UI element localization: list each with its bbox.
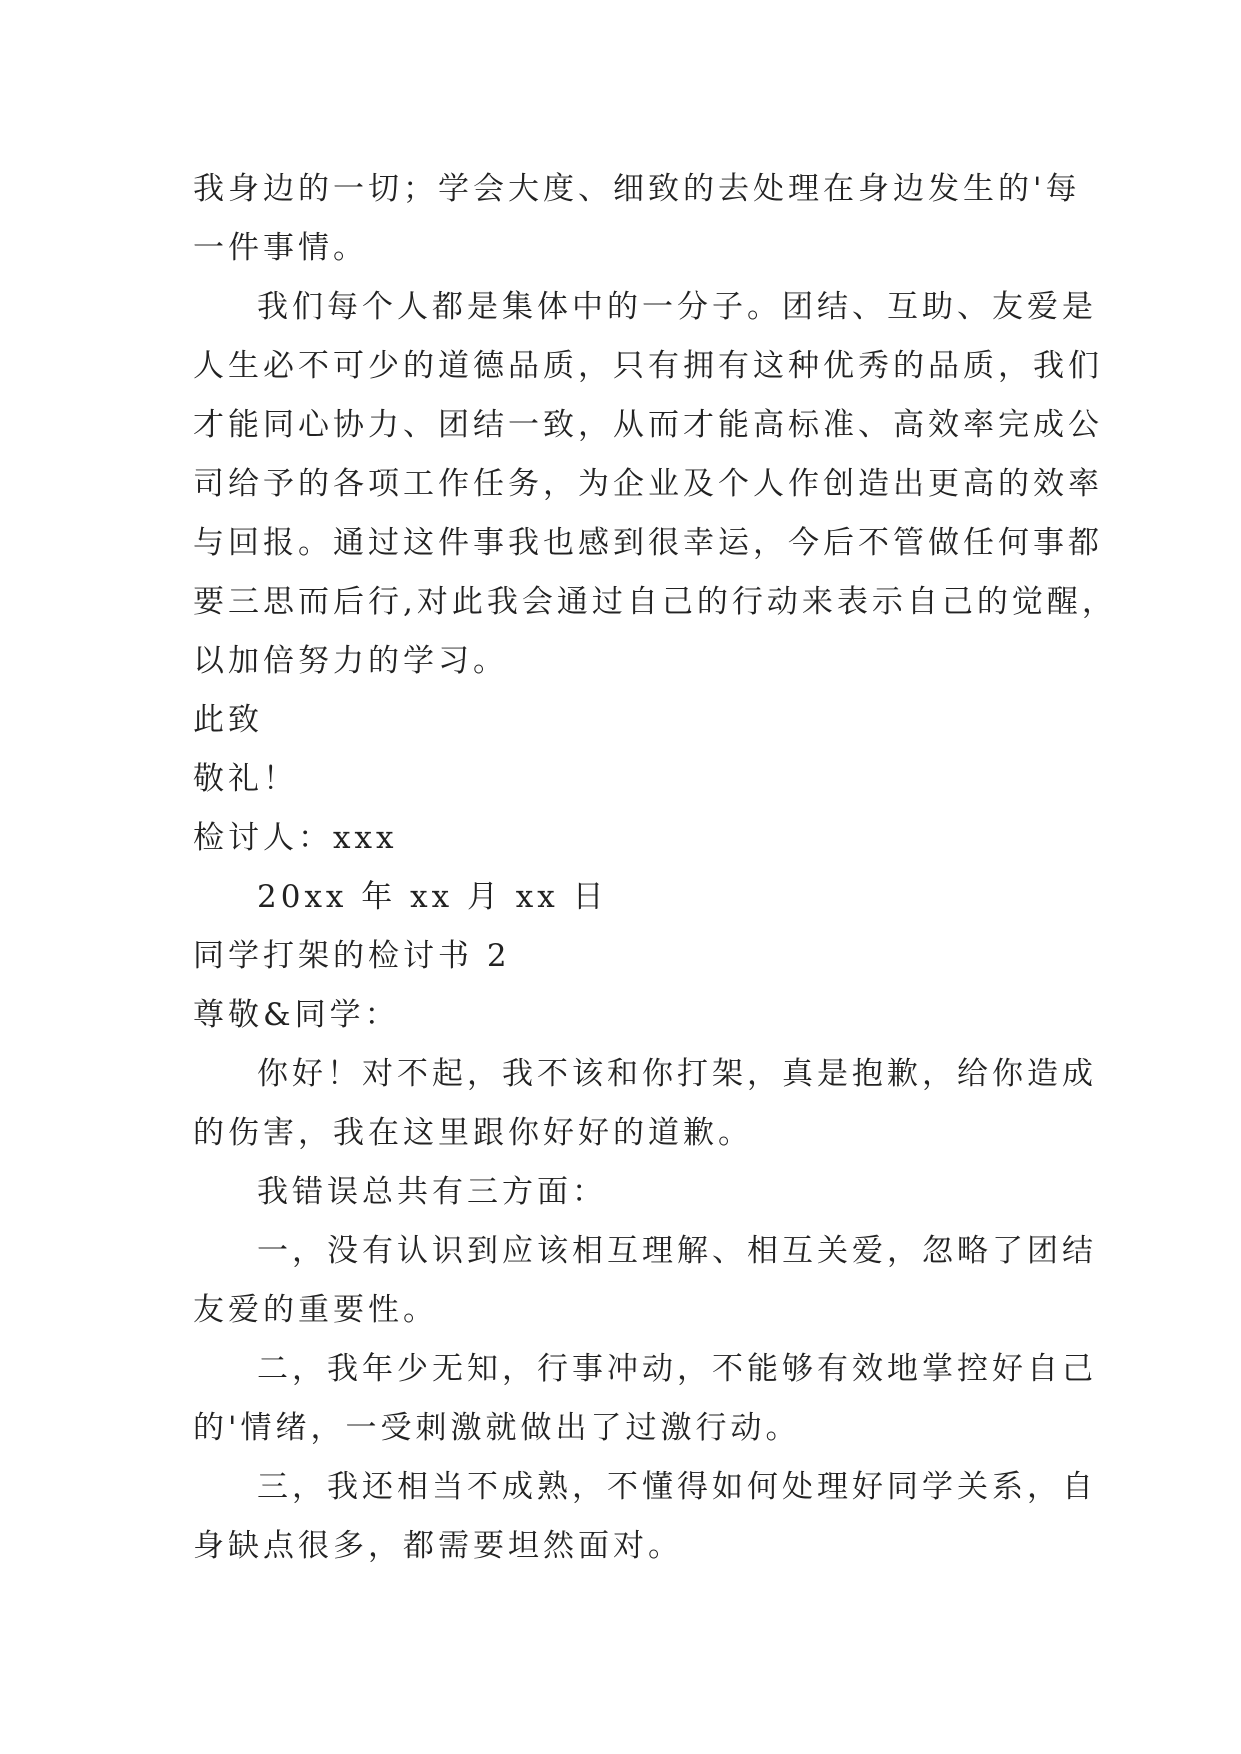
closing-line: 此致: [193, 702, 263, 738]
salutation-line: 敬礼！: [193, 761, 298, 797]
paragraph-line: 的伤害，我在这里跟你好好的道歉。: [193, 1115, 753, 1151]
paragraph-line: 一件事情。: [193, 230, 368, 266]
paragraph-line: 二，我年少无知，行事冲动，不能够有效地掌控好自己: [257, 1351, 1097, 1387]
paragraph-line: 以加倍努力的学习。: [193, 643, 508, 679]
date-line: 20xx 年 xx 月 xx 日: [257, 879, 608, 915]
paragraph-line: 我身边的一切；学会大度、细致的去处理在身边发生的'每: [193, 171, 1081, 207]
paragraph-line: 的'情绪，一受刺激就做出了过激行动。: [193, 1410, 801, 1446]
paragraph-line: 才能同心协力、团结一致，从而才能高标准、高效率完成公: [193, 407, 1103, 443]
paragraph-line: 三，我还相当不成熟，不懂得如何处理好同学关系，自: [257, 1469, 1097, 1505]
paragraph-line: 要三思而后行,对此我会通过自己的行动来表示自己的觉醒，: [193, 584, 1117, 620]
signature-line: 检讨人：xxx: [193, 820, 398, 856]
paragraph-line: 一，没有认识到应该相互理解、相互关爱，忽略了团结: [257, 1233, 1097, 1269]
paragraph-line: 我们每个人都是集体中的一分子。团结、互助、友爱是: [257, 289, 1097, 325]
paragraph-line: 友爱的重要性。: [193, 1292, 438, 1328]
document-body: [193, 160, 1117, 1576]
paragraph-line: 与回报。通过这件事我也感到很幸运，今后不管做任何事都: [193, 525, 1103, 561]
section-title: 同学打架的检讨书 2: [193, 938, 511, 974]
paragraph-line: 人生必不可少的道德品质，只有拥有这种优秀的品质，我们: [193, 348, 1103, 384]
paragraph-line: 你好！对不起，我不该和你打架，真是抱歉，给你造成: [257, 1056, 1097, 1092]
paragraph-line: 身缺点很多，都需要坦然面对。: [193, 1528, 683, 1564]
paragraph-line: 我错误总共有三方面：: [257, 1174, 607, 1210]
greeting-line: 尊敬&同学：: [193, 997, 400, 1033]
paragraph-line: 司给予的各项工作任务，为企业及个人作创造出更高的效率: [193, 466, 1103, 502]
